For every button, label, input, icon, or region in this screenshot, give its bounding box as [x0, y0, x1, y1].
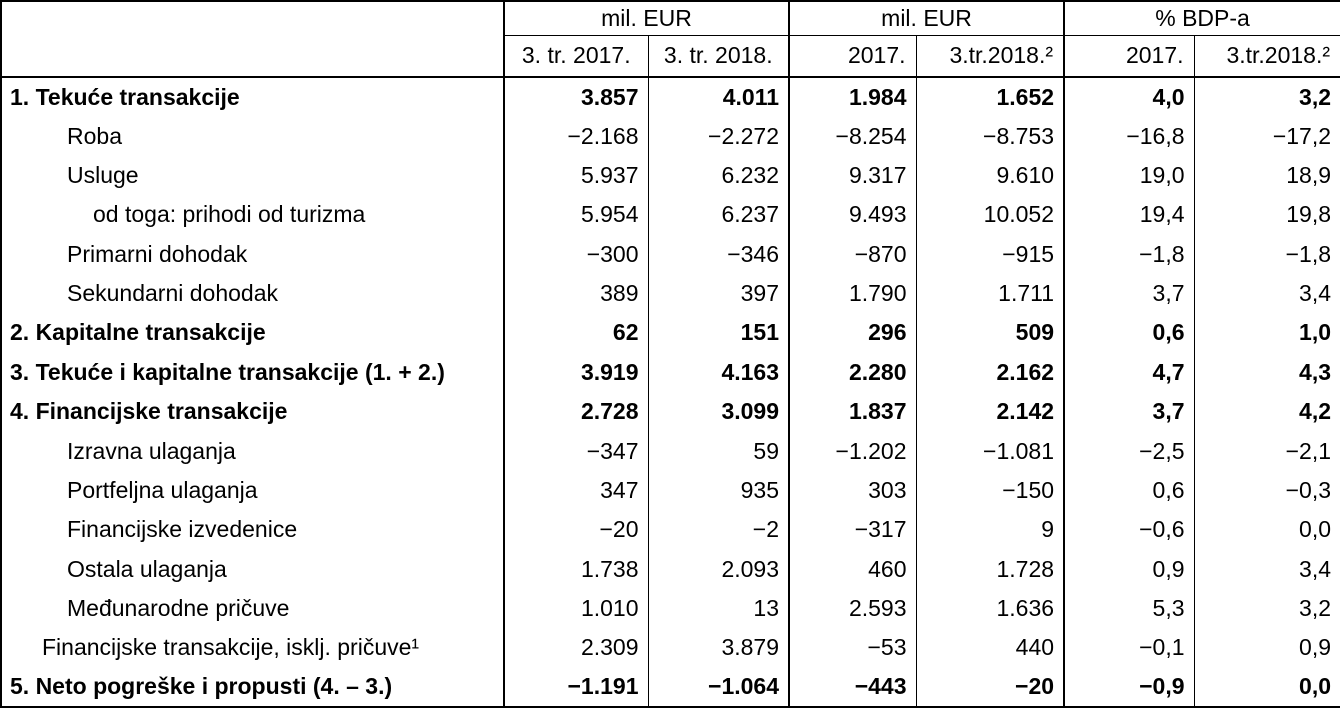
- col-header-q3-2017: 3. tr. 2017.: [504, 35, 648, 77]
- cell-value: −317: [789, 510, 916, 549]
- cell-value: 347: [504, 471, 648, 510]
- table-row: [1, 235, 1340, 274]
- cell-value: 303: [789, 471, 916, 510]
- table-row: [1, 353, 1340, 392]
- group-header-mil-eur-annual: mil. EUR: [789, 1, 1064, 35]
- group-header-pct-bdp: % BDP-a: [1064, 1, 1340, 35]
- cell-value: −2.272: [648, 116, 789, 155]
- cell-value: 1,0: [1299, 319, 1332, 346]
- row-label: Izravna ulaganja: [1, 431, 504, 470]
- cell-value: 1.636: [916, 589, 1064, 628]
- table-row: [1, 392, 1340, 431]
- row-label: Portfeljna ulaganja: [1, 471, 504, 510]
- cell-value: 397: [648, 274, 789, 313]
- row-label: Međunarodne pričuve: [1, 589, 504, 628]
- table-row: [1, 195, 1340, 234]
- cell-value: 18,9: [1286, 161, 1332, 188]
- cell-value: 3.857: [504, 77, 648, 116]
- cell-value: 4.011: [648, 77, 789, 116]
- cell-value: 5.954: [504, 195, 648, 234]
- cell-value: 1.652: [916, 77, 1064, 116]
- cell-value: 3,2: [1299, 595, 1332, 622]
- table-row: [1, 77, 1340, 116]
- table-row: [1, 550, 1340, 589]
- cell-value: −8.254: [789, 116, 916, 155]
- cell-value: 1.728: [916, 550, 1064, 589]
- cell-value: 3,2: [1299, 83, 1332, 110]
- cell-value: 9.493: [789, 195, 916, 234]
- cell-value: 2.728: [504, 392, 648, 431]
- cell-value: 2.309: [504, 628, 648, 667]
- table-row: [1, 274, 1340, 313]
- cell-value: −915: [916, 235, 1064, 274]
- cell-value: 3.879: [648, 628, 789, 667]
- cell-value: 1.010: [504, 589, 648, 628]
- table-row: [1, 471, 1340, 510]
- cell-value: −300: [504, 235, 648, 274]
- cell-value: −0,6: [1064, 510, 1194, 549]
- cell-value: 0,0: [1299, 673, 1332, 700]
- cell-value: −1.081: [916, 431, 1064, 470]
- cell-value: −1,8: [1064, 235, 1194, 274]
- cell-value: 1.711: [916, 274, 1064, 313]
- cell-value: −1.064: [648, 668, 789, 707]
- cell-value: −16,8: [1064, 116, 1194, 155]
- cell-value: −443: [789, 668, 916, 707]
- cell-value: 4.163: [648, 353, 789, 392]
- table-row: [1, 628, 1340, 667]
- table-row: [1, 431, 1340, 470]
- cell-value: 0,0: [1299, 516, 1332, 543]
- cell-value: 296: [789, 313, 916, 352]
- cell-value: −20: [916, 668, 1064, 707]
- row-label: 5. Neto pogreške i propusti (4. – 3.): [1, 668, 504, 707]
- cell-value: 9: [916, 510, 1064, 549]
- cell-value: 5.937: [504, 156, 648, 195]
- cell-value: 1.790: [789, 274, 916, 313]
- col-header-q3-2018-eur: 3.tr.2018.²: [916, 35, 1064, 77]
- cell-value: 0,6: [1064, 313, 1194, 352]
- cell-value: 6.232: [648, 156, 789, 195]
- cell-value: 509: [916, 313, 1064, 352]
- table-row: [1, 313, 1340, 352]
- col-header-2017-pct: 2017.: [1064, 35, 1194, 77]
- cell-value: 389: [504, 274, 648, 313]
- cell-value: −2.168: [504, 116, 648, 155]
- cell-value: 6.237: [648, 195, 789, 234]
- cell-value: −0,9: [1064, 668, 1194, 707]
- cell-value: 0,6: [1064, 471, 1194, 510]
- cell-value: 2.142: [916, 392, 1064, 431]
- cell-value: −0,1: [1064, 628, 1194, 667]
- row-label: 2. Kapitalne transakcije: [1, 313, 504, 352]
- row-label: Primarni dohodak: [1, 235, 504, 274]
- table-row: [1, 116, 1340, 155]
- cell-value: 5,3: [1064, 589, 1194, 628]
- cell-value: 62: [504, 313, 648, 352]
- cell-value: 4,2: [1299, 398, 1332, 425]
- cell-value: 3,7: [1064, 392, 1194, 431]
- cell-value: 0,9: [1064, 550, 1194, 589]
- cell-value: 0,9: [1299, 634, 1332, 661]
- table-row: [1, 668, 1340, 707]
- cell-value: −2,1: [1285, 437, 1332, 464]
- row-label: Sekundarni dohodak: [1, 274, 504, 313]
- cell-value: 1.837: [789, 392, 916, 431]
- row-label: Ostala ulaganja: [1, 550, 504, 589]
- col-header-q3-2018-pct: 3.tr.2018.²: [1194, 35, 1340, 77]
- col-header-2017-eur: 2017.: [789, 35, 916, 77]
- row-label: od toga: prihodi od turizma: [1, 195, 504, 234]
- cell-value: −2,5: [1064, 431, 1194, 470]
- cell-value: 19,8: [1286, 201, 1332, 228]
- cell-value: 4,7: [1064, 353, 1194, 392]
- cell-value: 19,0: [1064, 156, 1194, 195]
- cell-value: 440: [916, 628, 1064, 667]
- corner-cell: [1, 1, 504, 77]
- cell-value: 9.317: [789, 156, 916, 195]
- cell-value: 9.610: [916, 156, 1064, 195]
- cell-value: −346: [648, 235, 789, 274]
- cell-value: −1.202: [789, 431, 916, 470]
- cell-value: −150: [916, 471, 1064, 510]
- cell-value: 1.984: [789, 77, 916, 116]
- cell-value: −20: [504, 510, 648, 549]
- cell-value: 3.099: [648, 392, 789, 431]
- cell-value: −17,2: [1272, 122, 1332, 149]
- cell-value: 2.280: [789, 353, 916, 392]
- cell-value: 935: [648, 471, 789, 510]
- table-row: [1, 510, 1340, 549]
- col-header-q3-2018: 3. tr. 2018.: [648, 35, 789, 77]
- cell-value: −2: [648, 510, 789, 549]
- cell-value: 10.052: [916, 195, 1064, 234]
- cell-value: 1.738: [504, 550, 648, 589]
- cell-value: −0,3: [1285, 476, 1332, 503]
- cell-value: 2.093: [648, 550, 789, 589]
- group-header-mil-eur-quarterly: mil. EUR: [504, 1, 789, 35]
- cell-value: 19,4: [1064, 195, 1194, 234]
- cell-value: 4,0: [1064, 77, 1194, 116]
- row-label: 4. Financijske transakcije: [1, 392, 504, 431]
- cell-value: −53: [789, 628, 916, 667]
- cell-value: 3,4: [1299, 280, 1332, 307]
- row-label: 3. Tekuće i kapitalne transakcije (1. + 2.): [1, 353, 504, 392]
- table-row: [1, 589, 1340, 628]
- cell-value: 59: [648, 431, 789, 470]
- cell-value: 460: [789, 550, 916, 589]
- row-label: Roba: [1, 116, 504, 155]
- row-label: Financijske transakcije, isklj. pričuve¹: [1, 628, 504, 667]
- cell-value: 2.593: [789, 589, 916, 628]
- cell-value: 3.919: [504, 353, 648, 392]
- cell-value: 3,4: [1299, 555, 1332, 582]
- cell-value: 2.162: [916, 353, 1064, 392]
- table-row: [1, 156, 1340, 195]
- cell-value: 151: [648, 313, 789, 352]
- cell-value: −8.753: [916, 116, 1064, 155]
- row-label: Financijske izvedenice: [1, 510, 504, 549]
- cell-value: −870: [789, 235, 916, 274]
- cell-value: 3,7: [1064, 274, 1194, 313]
- cell-value: 4,3: [1299, 358, 1332, 385]
- header-group-row: [1, 1, 1340, 35]
- cell-value: −1,8: [1285, 240, 1332, 267]
- row-label: Usluge: [1, 156, 504, 195]
- cell-value: −1.191: [504, 668, 648, 707]
- cell-value: 13: [648, 589, 789, 628]
- cell-value: −347: [504, 431, 648, 470]
- row-label: 1. Tekuće transakcije: [1, 77, 504, 116]
